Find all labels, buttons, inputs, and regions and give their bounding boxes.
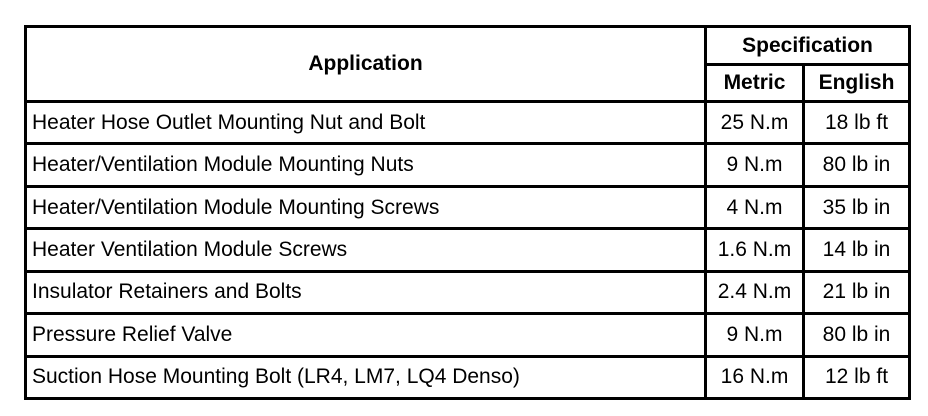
metric-cell: 16 N.m bbox=[706, 356, 804, 398]
english-cell: 35 lb in bbox=[804, 186, 910, 228]
metric-cell: 25 N.m bbox=[706, 102, 804, 144]
english-cell: 14 lb in bbox=[804, 229, 910, 271]
metric-cell: 9 N.m bbox=[706, 314, 804, 356]
application-cell: Suction Hose Mounting Bolt (LR4, LM7, LQ4 Denso) bbox=[26, 356, 706, 398]
header-row bbox=[26, 27, 910, 65]
table-row bbox=[26, 271, 910, 313]
table-row bbox=[26, 102, 910, 144]
metric-cell: 1.6 N.m bbox=[706, 229, 804, 271]
application-cell: Heater/Ventilation Module Mounting Nuts bbox=[26, 144, 706, 186]
table-row bbox=[26, 314, 910, 356]
table-row bbox=[26, 356, 910, 398]
application-cell: Insulator Retainers and Bolts bbox=[26, 271, 706, 313]
fastener-specification-table bbox=[24, 25, 911, 400]
metric-cell: 4 N.m bbox=[706, 186, 804, 228]
header-metric: Metric bbox=[706, 65, 804, 102]
application-cell: Heater/Ventilation Module Mounting Screws bbox=[26, 186, 706, 228]
application-cell: Heater Ventilation Module Screws bbox=[26, 229, 706, 271]
table-row bbox=[26, 144, 910, 186]
english-cell: 12 lb ft bbox=[804, 356, 910, 398]
table-row bbox=[26, 229, 910, 271]
metric-cell: 2.4 N.m bbox=[706, 271, 804, 313]
header-english: English bbox=[804, 65, 910, 102]
english-cell: 21 lb in bbox=[804, 271, 910, 313]
metric-cell: 9 N.m bbox=[706, 144, 804, 186]
english-cell: 80 lb in bbox=[804, 144, 910, 186]
application-cell: Pressure Relief Valve bbox=[26, 314, 706, 356]
header-application: Application bbox=[26, 27, 706, 102]
english-cell: 18 lb ft bbox=[804, 102, 910, 144]
header-specification: Specification bbox=[706, 27, 910, 65]
english-cell: 80 lb in bbox=[804, 314, 910, 356]
table-row bbox=[26, 186, 910, 228]
application-cell: Heater Hose Outlet Mounting Nut and Bolt bbox=[26, 102, 706, 144]
